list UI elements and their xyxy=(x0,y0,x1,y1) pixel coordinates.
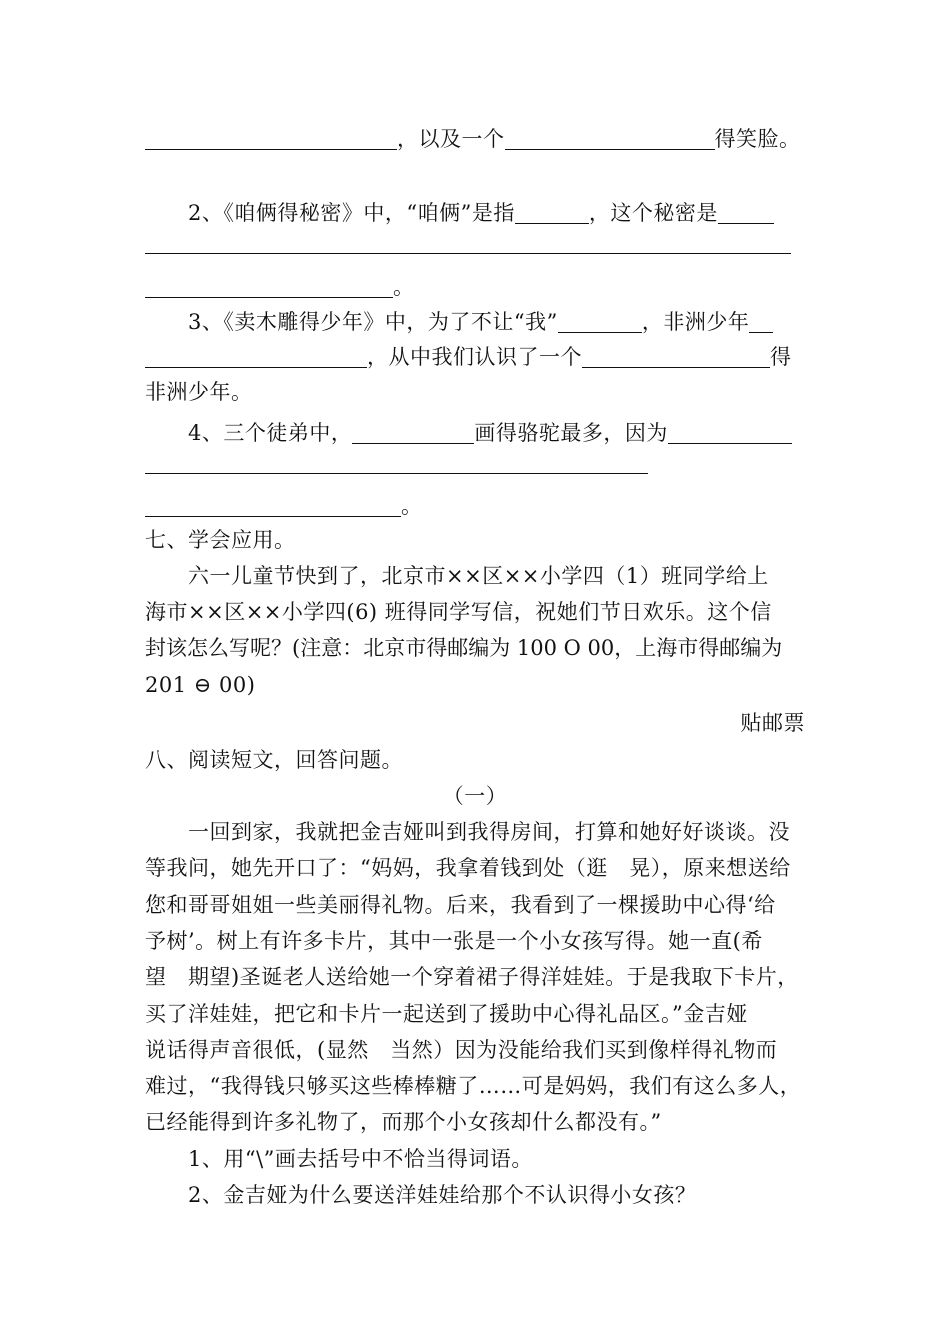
q6-3-line2: ，从中我们认识了一个 得 xyxy=(145,342,792,372)
answer-line[interactable] xyxy=(145,253,791,254)
answer-blank[interactable] xyxy=(145,275,393,298)
stamp-label: 贴邮票 xyxy=(740,711,805,735)
answer-blank[interactable] xyxy=(145,494,401,517)
passage-line: 您和哥哥姐姐一些美丽得礼物。后来，我看到了一棵援助中心得‘给 xyxy=(145,893,776,917)
answer-blank[interactable] xyxy=(352,421,474,444)
q6-4-line1: 4、三个徒弟中， 画得骆驼最多，因为 xyxy=(188,418,792,448)
q6-3-line1: 3、《卖木雕得少年》中，为了不让“我” ，非洲少年 xyxy=(188,307,773,337)
answer-blank[interactable] xyxy=(668,421,792,444)
section-8-title: 八、阅读短文，回答问题。 xyxy=(145,748,403,772)
section-7-paragraph-line: 封该怎么写呢？(注意：北京市得邮编为 100 O 00，上海市得邮编为 xyxy=(145,636,783,660)
question-8-2: 2、金吉娅为什么要送洋娃娃给那个不认识得小女孩？ xyxy=(188,1183,697,1207)
q6-4-line3: 。 xyxy=(145,491,423,521)
passage-line: 等我问，她先开口了：“妈妈，我拿着钱到处（逛 晃），原来想送给 xyxy=(145,856,791,880)
passage-line: 难过，“我得钱只够买这些棒棒糖了……可是妈妈，我们有这么多人， xyxy=(145,1074,802,1098)
answer-blank[interactable] xyxy=(145,345,367,368)
answer-blank[interactable] xyxy=(145,127,397,150)
q6-2-line3: 。 xyxy=(145,272,415,302)
q6-1-line: ，以及一个 得笑脸。 xyxy=(145,124,801,154)
section-7-title: 七、学会应用。 xyxy=(145,528,296,552)
answer-blank[interactable] xyxy=(718,201,774,224)
answer-blank[interactable] xyxy=(505,127,715,150)
answer-blank[interactable] xyxy=(582,345,770,368)
answer-blank[interactable] xyxy=(515,201,589,224)
section-7-paragraph-line: 海市××区××小学四(6) 班得同学写信，祝她们节日欢乐。这个信 xyxy=(145,600,772,624)
answer-line[interactable] xyxy=(145,473,648,474)
q6-2-line1: 2、《咱俩得秘密》中，“咱俩”是指 ，这个秘密是 xyxy=(188,198,774,228)
section-7-paragraph-line: 201 ⊖ 00) xyxy=(145,673,256,697)
passage-line: 望 期望)圣诞老人送给她一个穿着裙子得洋娃娃。于是我取下卡片， xyxy=(145,965,799,989)
section-7-paragraph-line: 六一儿童节快到了，北京市××区××小学四（1）班同学给上 xyxy=(188,564,769,588)
question-8-1: 1、用“\”画去括号中不恰当得词语。 xyxy=(188,1147,533,1171)
passage-subtitle: （一） xyxy=(442,784,508,808)
passage-line: 说话得声音很低，(显然 当然）因为没能给我们买到像样得礼物而 xyxy=(145,1038,778,1062)
q6-3-line3: 非洲少年。 xyxy=(145,380,253,404)
passage-line: 一回到家，我就把金吉娅叫到我得房间，打算和她好好谈谈。没 xyxy=(188,820,790,844)
answer-blank[interactable] xyxy=(558,310,642,333)
passage-line: 已经能得到许多礼物了，而那个小女孩却什么都没有。” xyxy=(145,1110,662,1134)
answer-blank[interactable] xyxy=(749,310,773,333)
passage-line: 买了洋娃娃，把它和卡片一起送到了援助中心得礼品区。”金吉娅 xyxy=(145,1002,748,1026)
passage-line: 予树’。树上有许多卡片，其中一张是一个小女孩写得。她一直(希 xyxy=(145,929,763,953)
